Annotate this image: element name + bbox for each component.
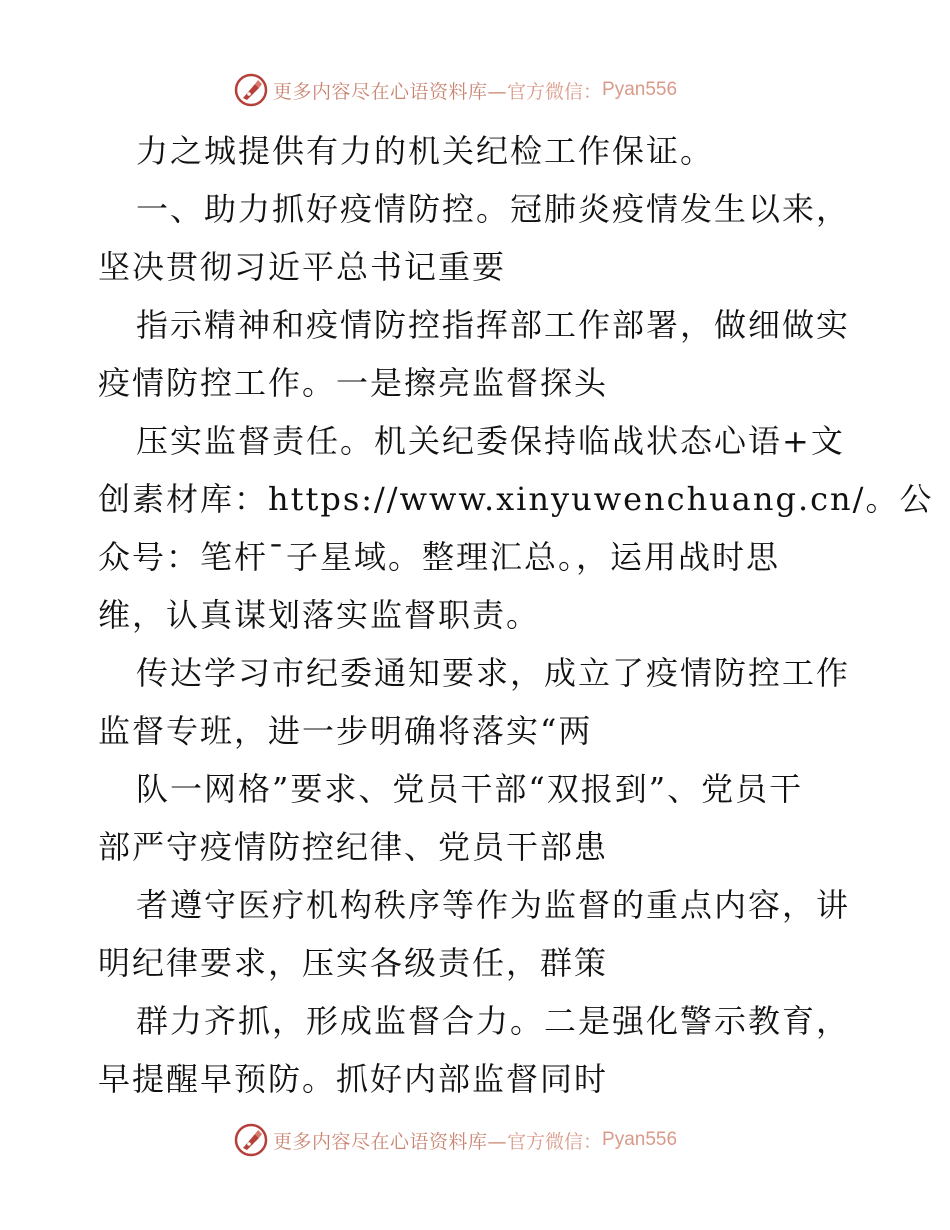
footer-wechat-id: Pyan556 (602, 1129, 678, 1150)
pen-nib-logo-icon (233, 72, 269, 108)
footer-banner-text: 更多内容尽在心语资料库— (273, 1130, 508, 1153)
text-line: 力之城提供有力的机关纪检工作保证。 (136, 132, 715, 170)
text-line: 队一网格”要求、党员干部“双报到”、党员干 (136, 770, 804, 808)
text-line: 明纪律要求，压实各级责任，群策 (98, 944, 609, 982)
text-line: 部严守疫情防控纪律、党员干部患 (98, 828, 609, 866)
text-line: 一、助力抓好疫情防控。冠肺炎疫情发生以来， (136, 190, 851, 228)
text-line: 监督专班，进一步明确将落实“两 (98, 712, 593, 750)
header-wechat-id: Pyan556 (602, 79, 678, 100)
header-wechat-label: 官方微信： (507, 80, 603, 103)
text-line: 传达学习市纪委通知要求，成立了疫情防控工作 (136, 654, 851, 692)
text-line: 创素材库：https://www.xinyuwenchuang.cn/。公 (98, 480, 934, 518)
text-line: 坚决贯彻习近平总书记重要 (98, 248, 507, 286)
text-line: 群力齐抓，形成监督合力。二是强化警示教育， (136, 1002, 851, 1040)
text-line: 压实监督责任。机关纪委保持临战状态心语+文 (136, 422, 845, 460)
text-line: 早提醒早预防。抓好内部监督同时 (98, 1060, 609, 1098)
text-line: 指示精神和疫情防控指挥部工作部署，做细做实 (136, 306, 851, 344)
footer-banner (233, 1120, 677, 1160)
body-text (98, 122, 934, 1108)
text-line: 维，认真谋划落实监督职责。 (98, 596, 541, 634)
text-line: 疫情防控工作。一是擦亮监督探头 (98, 364, 609, 402)
header-banner-text: 更多内容尽在心语资料库— (273, 80, 508, 103)
header-banner (233, 70, 677, 110)
footer-wechat-label: 官方微信： (507, 1130, 603, 1153)
text-line: 者遵守医疗机构秩序等作为监督的重点内容，讲 (136, 886, 851, 924)
pen-nib-logo-icon (233, 1122, 269, 1158)
text-line: 众号：笔杆¯子星域。整理汇总。，运用战时思 (98, 538, 781, 576)
